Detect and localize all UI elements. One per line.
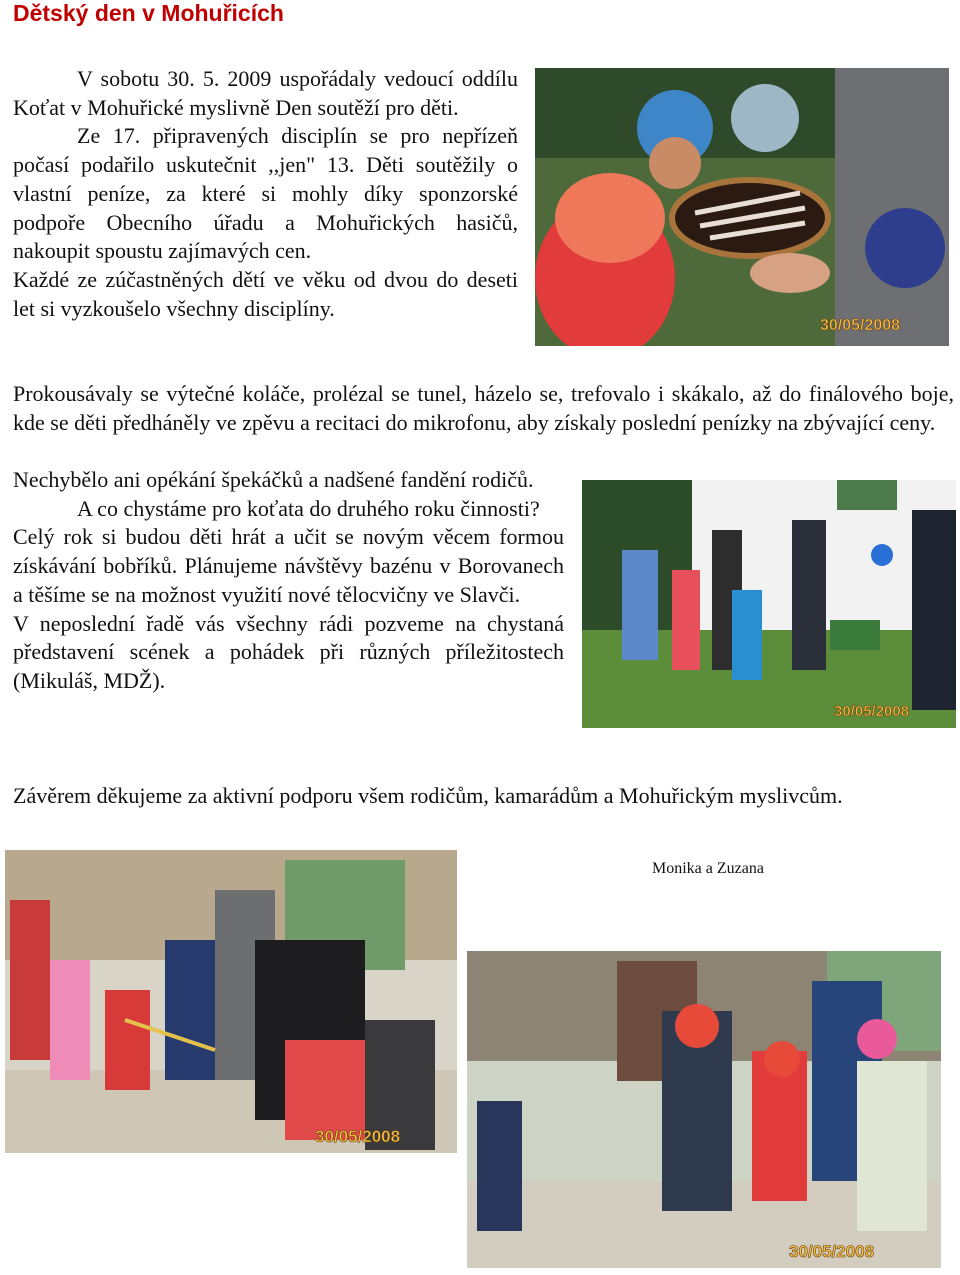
photo-cake bbox=[535, 68, 949, 346]
plans-line-1: Nechybělo ani opékání špekáčků a nadšené fandění rodičů. bbox=[13, 467, 534, 492]
plans-paragraph bbox=[13, 466, 564, 696]
photo-indoor-date-stamp: 30/05/2008 bbox=[315, 1127, 401, 1146]
thanks-paragraph: Závěrem děkujeme za aktivní podporu všem rodičům, kamarádům a Mohuřickým myslivcům. bbox=[13, 783, 843, 808]
photo-cake-date-stamp: 30/05/2008 bbox=[820, 317, 901, 334]
intro-line-3: Každé ze zúčastněných dětí ve věku od dvou do deseti let si vyzkoušelo všechny disciplíny. bbox=[13, 266, 518, 321]
activities-paragraph: Prokousávaly se výtečné koláče, prolézal se tunel, házelo se, trefovalo i skákalo, až do finálového boje, kde se děti předháněly ve zpěvu a recitaci do mikrofonu, aby získaly poslední penízky na zbývající ceny. bbox=[13, 381, 954, 435]
plans-line-2: A co chystáme pro koťata do druhého roku činnosti? bbox=[77, 495, 540, 521]
signature: Monika a Zuzana bbox=[652, 860, 764, 877]
article-title: Dětský den v Mohuřicích bbox=[13, 0, 284, 26]
photo-children-date-stamp: 30/05/2008 bbox=[789, 1242, 875, 1261]
plans-line-3: Celý rok si budou děti hrát a učit se novým věcem formou získávání bobříků. Plánujeme návštěvy bazénu v Borovanech a těšíme se na možnost využití nové tělocvičny ve Slavči. bbox=[13, 524, 564, 607]
intro-paragraph bbox=[13, 65, 518, 323]
photo-outdoor-date-stamp: 30/05/2008 bbox=[834, 703, 910, 720]
plans-line-4: V neposlední řadě vás všechny rádi pozveme na chystaná představení scének a pohádek při různých příležitostech (Mikuláš, MDŽ). bbox=[13, 610, 564, 693]
photo-indoor-children bbox=[467, 951, 941, 1268]
intro-line-2: Ze 17. připravených disciplín se pro nepřízeň počasí podařilo uskutečnit ,,jen" 13. Děti soutěžily o vlastní peníze, za které si mohly díky sponzorské podpoře Obecního úřadu a Mohuřických hasičů, nakoupit spoustu zajímavých cen. bbox=[13, 123, 518, 264]
photo-indoor-game bbox=[5, 850, 457, 1153]
photo-outdoor-group bbox=[582, 480, 956, 728]
intro-line-1: V sobotu 30. 5. 2009 uspořádaly vedoucí oddílu Koťat v Mohuřické myslivně Den soutěží pro děti. bbox=[13, 66, 518, 120]
